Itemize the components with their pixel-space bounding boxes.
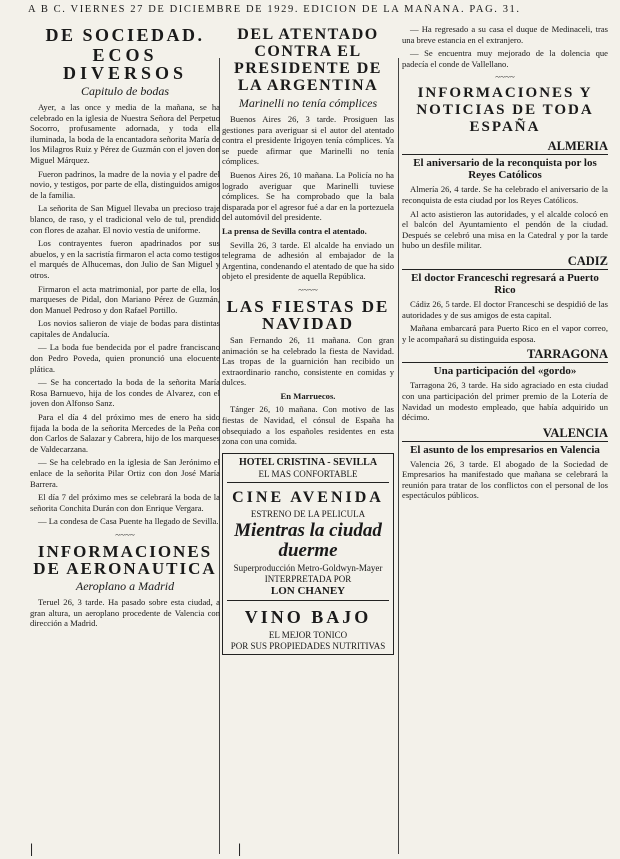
column-center (222, 24, 394, 854)
section-paragraph: Al acto asistieron las autoridades, y el alcalde colocó en el balcón del Ayuntamiento el pendón de la ciudad. Después se celebró una misa en la Catedral y por la tarde hubo un desfile militar. (402, 208, 608, 251)
attack-paragraph: Buenos Aires 26, 10 mañana. La Policía no ha logrado averiguar que Marinelli tuviese cómplices. Se ha comprobado que la bala disparada por el agresor fué a dar en la portezuela del automóvil del presidente. (222, 169, 394, 223)
cinema-ad (227, 482, 389, 597)
hotel-ad-text: EL MAS CONFORTABLE (258, 468, 358, 479)
section-paragraph: Tarragona 26, 3 tarde. Ha sido agraciado en esta ciudad con una participación del primer premio de la Lotería de Navidad un modesto empleado, que había adquirido un décimo. (402, 380, 608, 423)
attack-subhead: Marinelli no tenía cómplices (238, 96, 378, 110)
fiestas-subtitle: En Marruecos. (280, 390, 336, 401)
attack-heading: DEL ATENTADO CONTRA EL PRESIDENTE DE LA ARGENTINA (234, 26, 382, 94)
society-paragraph: Para el día 4 del próximo mes de enero ha sido fijada la boda de la señorita Mercedes de la Peña con don Carlos de Salazar y Cabrera, hijo de los marqueses de Valdecarzana. (30, 412, 220, 454)
column-right (402, 24, 608, 854)
fiestas-paragraph: Tánger 26, 10 mañana. Con motivo de las fiestas de Navidad, el cónsul de España ha obsequiado a los españoles residentes en esta zona con una comida. (222, 404, 394, 447)
society-paragraph: — Se ha concertado la boda de la señorita María Rosa Barnuevo, hija de los condes de Alvarez, con el joven don Alfonso Sanz. (30, 377, 220, 409)
separator-ornament: ~~~~ (495, 72, 515, 83)
society-paragraph: Los contrayentes fueron apadrinados por sus abuelos, y en la sacristía firmaron el acta como testigos el marqués de Alhucemas, don Julio de San Miguel y otros. (30, 238, 220, 280)
intro-paragraph: — Ha regresado a su casa el duque de Medinaceli, tras una breve estancia en el extranjero. (402, 24, 608, 45)
society-paragraph: Ayer, a las once y media de la mañana, se ha celebrado en la iglesia de Nuestra Señora del Perpetuo Socorro, profusamente adornada, y toda ella iluminada, la boda de la encantadora señorita María de los Milagros Ruiz y Pérez de Guzmán con el joven don Miguel Márquez. (30, 102, 220, 165)
separator-ornament: ~~~~ (298, 284, 318, 295)
section-name: ALMERIA (402, 139, 608, 155)
cinema-ad-text: Superproducción Metro-Goldwyn-Mayer (233, 562, 383, 573)
society-subhead: Capitulo de bodas (80, 84, 169, 98)
cinema-ad-title: CINE AVENIDA (232, 488, 384, 506)
attack-paragraph: Sevilla 26, 3 tarde. El alcalde ha enviado un telegrama de adhesión al embajador de la Argentina, condenando el atentado de que ha sido objeto el presidente de aquella República. (222, 239, 394, 282)
section-name: VALENCIA (402, 426, 608, 442)
masthead: A B C. VIERNES 27 DE DICIEMBRE DE 1929. EDICION DE LA MAÑANA. PAG. 31. (28, 4, 521, 15)
attack-subtitle: La prensa de Sevilla contra el atentado. (222, 225, 367, 236)
society-heading: DE SOCIEDAD. (45, 25, 205, 45)
advertisements (222, 453, 394, 655)
section-name: TARRAGONA (402, 347, 608, 363)
aero-subhead: Aeroplano a Madrid (75, 578, 175, 593)
intro-paragraph: — Se encuentra muy mejorado de la dolencia que padecía el conde de Vallellano. (402, 48, 608, 69)
hotel-ad-title: HOTEL CRISTINA - SEVILLA (238, 456, 378, 468)
fiestas-paragraph: San Fernando 26, 11 mañana. Con gran animación se ha celebrado la fiesta de Navidad. Las tropas de la guarnición han recibido un extraordinario rancho, consistente en comidas y dulces. (222, 334, 394, 388)
fiestas-heading: LAS FIESTAS DE NAVIDAD (226, 296, 390, 333)
society-paragraph: La señorita de San Miguel llevaba un precioso traje blanco, de raso, y el tradicional velo de tul, prendido con flores de azahar. El novio vestía de uniforme. (30, 203, 220, 235)
column-left (30, 24, 220, 854)
aero-heading: INFORMACIONES DE AERONAUTICA (33, 541, 217, 578)
section-title: El aniversario de la reconquista por los Reyes Católicos (413, 157, 597, 182)
society-paragraph: Firmaron el acta matrimonial, por parte de ella, los marqueses de Pidal, don Mariano Pérez de Guzmán, don Manuel Pedroso y don Rafael Portillo. (30, 283, 220, 315)
cinema-ad-film: Mientras la ciudad duerme (234, 519, 382, 561)
column-rule-2 (398, 58, 399, 854)
society-paragraph: — La condesa de Casa Puente ha llegado de Sevilla. (38, 516, 219, 527)
cinema-ad-text: ESTRENO DE LA PELICULA (250, 508, 366, 519)
wine-ad-text: POR SUS PROPIEDADES NUTRITIVAS (230, 640, 386, 651)
society-paragraph: — Se ha celebrado en la iglesia de San Jerónimo el enlace de la señorita Pilar Ortiz con don José María Barrera. (30, 457, 220, 489)
section-name: CADIZ (402, 254, 608, 270)
separator-ornament: ~~~~ (115, 529, 135, 540)
society-paragraph: — La boda fue bendecida por el padre franciscano don Pedro Poveda, quien pronunció una elocuente plática. (30, 342, 220, 374)
section-paragraph: Cádiz 26, 5 tarde. El doctor Franceschi se despidió de las autoridades y de sus amigos de esta capital. (402, 298, 608, 320)
cinema-ad-text: INTERPRETADA POR (264, 573, 352, 584)
section-paragraph: Almería 26, 4 tarde. Se ha celebrado el aniversario de la reconquista de esta ciudad por los Reyes Católicos. (402, 184, 608, 205)
section-title: El doctor Franceschi regresará a Puerto Rico (411, 271, 599, 296)
section-paragraph: Valencia 26, 3 tarde. El abogado de la Sociedad de Empresarios ha manifestado que mañana se celebrará la reunión para tratar de los conflictos con el personal de los espectáculos públicos. (402, 458, 608, 501)
page-edge-mark: | (238, 842, 242, 857)
section-paragraph: Mañana embarcará para Puerto Rico en el vapor correo, y le acompañará su distinguida esposa. (402, 323, 608, 344)
section-title: El asunto de los empresarios en Valencia (410, 443, 600, 456)
wine-ad (227, 600, 389, 651)
page-edge-mark: | (30, 842, 34, 857)
aero-paragraph: Teruel 26, 3 tarde. Ha pasado sobre esta ciudad, a gran altura, un aeroplano procedente de Valencia con dirección a Madrid. (30, 596, 220, 629)
society-paragraph: Fueron padrinos, la madre de la novia y el padre del novio, y testigos, por parte de ella, distinguidos amigos de la familia. (30, 168, 220, 200)
spain-heading: INFORMACIONES Y NOTICIAS DE TODA ESPAÑA (416, 85, 594, 136)
section-title: Una participación del «gordo» (433, 365, 577, 378)
society-heading-2: ECOS DIVERSOS (62, 45, 188, 83)
cinema-ad-actor: LON CHANEY (270, 584, 346, 597)
society-paragraph: El día 7 del próximo mes se celebrará la boda de la señorita Conchita Durán con don Enrique Vergara. (30, 492, 220, 513)
attack-paragraph: Buenos Aires 26, 3 tarde. Prosiguen las gestiones para averiguar si el autor del atentado contra el presidente Irigoyen tenía cómplices. Ya se puede afirmar que Marinelli no tenía cómplices. (222, 114, 394, 167)
wine-ad-title: VINO BAJO (244, 606, 372, 627)
society-paragraph: Los novios salieron de viaje de bodas para distintas capitales de Andalucía. (30, 318, 220, 339)
wine-ad-text: EL MEJOR TONICO (268, 629, 348, 640)
